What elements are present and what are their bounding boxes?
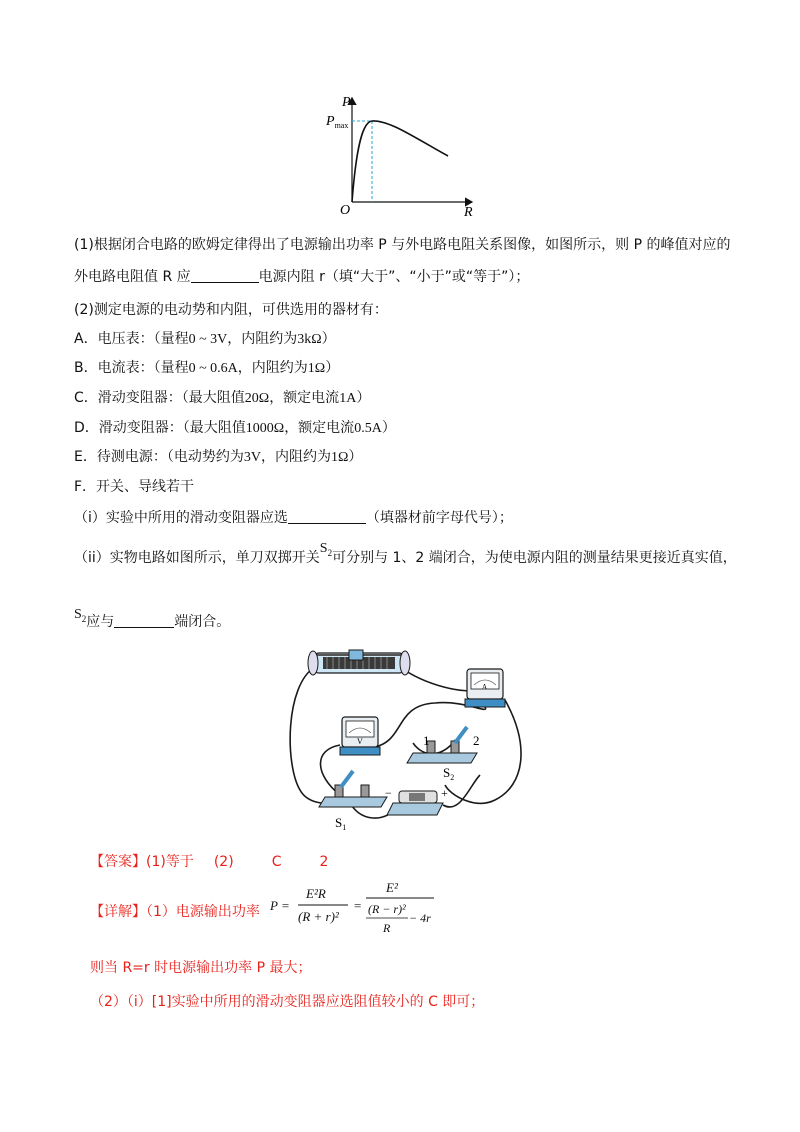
s2-line-text: 端闭合。 — [174, 614, 231, 630]
battery-plus: + — [441, 786, 448, 800]
formula-num-2: E² — [386, 880, 398, 895]
answer-part-3: C — [271, 854, 282, 870]
option-math: 0 ~ 3V — [188, 332, 228, 347]
battery-minus: − — [385, 786, 392, 800]
option-text: B．电流表：（量程 — [74, 360, 189, 376]
formula-num-1: E²R — [306, 886, 326, 901]
q1-line2-b: 电源内阻 r（填“大于”、“小于”或“等于”）； — [258, 269, 530, 285]
detail-text: （1）电源输出功率 — [146, 904, 260, 920]
power-resistance-graph — [320, 90, 490, 220]
option-math: 1A — [339, 391, 357, 406]
option-math: 3kΩ — [297, 332, 322, 347]
detail-line-2: 则当 R=r 时电源输出功率 P 最大； — [90, 960, 312, 976]
option-f: F．开关、导线若干 — [74, 479, 195, 495]
switch-s2-symbol: $S_2$ — [319, 541, 333, 558]
option-text: ） — [321, 331, 336, 347]
option-math: 1000Ω — [245, 421, 285, 436]
sub-question-i — [74, 508, 513, 528]
s2-terminal-2: 2 — [473, 733, 480, 748]
x-axis-label: R — [464, 205, 473, 220]
option-text: ） — [348, 449, 363, 465]
q1-line2 — [74, 267, 529, 287]
power-formula — [268, 878, 438, 944]
formula-eq: = — [354, 898, 362, 913]
option-math: 1Ω — [330, 450, 349, 465]
option-text: ，额定电流 — [269, 390, 340, 406]
option-text: E．待测电源：（电动势约为 — [74, 449, 244, 465]
option-text: A．电压表：（量程 — [74, 331, 189, 347]
answer-blank-2[interactable] — [288, 509, 366, 524]
detail-line-3: （2）（i）[1]实验中所用的滑动变阻器应选阻值较小的 C 即可； — [90, 994, 485, 1010]
option-b — [74, 358, 339, 379]
option-c — [74, 388, 370, 409]
switch-s2 — [407, 727, 480, 782]
sub-question-ii — [74, 541, 737, 573]
option-math: 1Ω — [307, 361, 326, 376]
option-text: ，额定电流 — [284, 420, 355, 436]
s2-label: $S_2$ — [443, 765, 455, 782]
answer-line — [90, 852, 328, 872]
formula-den-1: (R + r)² — [298, 909, 339, 924]
answer-part-4: 2 — [319, 854, 329, 870]
switch-s1 — [319, 771, 387, 832]
option-e — [74, 447, 362, 468]
y-axis-label: P — [342, 95, 351, 110]
option-math: 3V — [243, 450, 261, 465]
voltmeter — [340, 717, 380, 755]
s2-line-text: 应与 — [86, 614, 115, 630]
q2-intro: (2)测定电源的电动势和内阻，可供选用的器材有： — [74, 302, 388, 318]
formula-den-2-den: R — [383, 921, 391, 935]
option-text: ，内阻约为 — [237, 360, 308, 376]
option-a — [74, 329, 336, 350]
circuit-diagram — [285, 645, 535, 835]
power-curve — [352, 121, 448, 202]
switch-s2-symbol: $S_2$ — [74, 607, 87, 624]
formula-den-2-tail: − 4r — [409, 911, 431, 925]
option-math: 0.5A — [354, 421, 382, 436]
option-text: ） — [356, 390, 371, 406]
option-text: C．滑动变阻器：（最大阻值 — [74, 390, 245, 406]
formula-den-2-num: (R − r)² — [368, 902, 406, 916]
sub-i-text: （i）实验中所用的滑动变阻器应选 — [74, 510, 288, 526]
option-math: 20Ω — [244, 391, 270, 406]
answer-blank-3[interactable] — [114, 613, 174, 628]
pmax-label: $P_{max}$ — [326, 114, 349, 130]
battery — [385, 786, 448, 815]
answer-part-2: (2) — [213, 854, 234, 870]
voltmeter-symbol: V — [357, 737, 363, 746]
formula-lhs: P = — [270, 898, 290, 913]
q1-line1: (1)根据闭合电路的欧姆定律得出了电源输出功率 P 与外电路电阻关系图像，如图所示，则 P 的峰值对应的 — [74, 237, 731, 253]
rheostat — [308, 650, 410, 675]
option-d — [74, 418, 396, 439]
q1-line2-a: 外电路电阻值 R 应 — [74, 269, 191, 285]
option-math: 0 ~ 0.6A — [188, 361, 238, 376]
answer-part-1: (1)等于 — [146, 854, 194, 870]
option-text: ） — [381, 420, 396, 436]
answer-tag: 【答案】 — [90, 854, 146, 870]
s1-label: $S_1$ — [335, 815, 347, 832]
option-text: ，内阻约为 — [227, 331, 298, 347]
answer-blank-1[interactable] — [191, 268, 259, 283]
ammeter — [465, 669, 505, 707]
sub-ii-text: （ii）实物电路如图所示，单刀双掷开关 — [74, 550, 320, 566]
sub-i-text: （填器材前字母代号）； — [365, 510, 513, 526]
origin-label: O — [340, 203, 351, 218]
ammeter-symbol: A — [482, 683, 488, 691]
s2-terminal-1: 1 — [423, 733, 430, 748]
detail-tag: 【详解】 — [90, 904, 146, 920]
option-text: ） — [325, 360, 340, 376]
s2-line — [74, 607, 231, 637]
option-text: D．滑动变阻器：（最大阻值 — [74, 420, 246, 436]
sub-ii-text: 可分别与 1、2 端闭合，为使电源内阻的测量结果更接近真实值， — [332, 550, 737, 566]
detail-line — [90, 902, 260, 922]
option-text: ，内阻约为 — [260, 449, 331, 465]
